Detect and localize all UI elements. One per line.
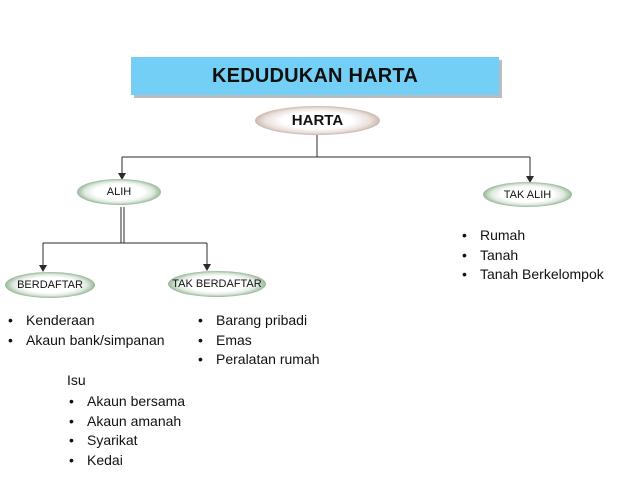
arrow-head-berdaftar — [39, 265, 47, 272]
tak-berdaftar-list — [196, 311, 320, 370]
list-item: • Rumah — [460, 226, 604, 246]
list-item: • Akaun bersama — [67, 392, 185, 412]
list-item: • Akaun amanah — [67, 412, 185, 432]
diagram-title: KEDUDUKAN HARTA — [131, 57, 499, 95]
node-tak-berdaftar: TAK BERDAFTAR — [168, 271, 266, 297]
list-item: • Tanah — [460, 246, 604, 266]
node-tak-alih: TAK ALIH — [483, 182, 572, 207]
berdaftar-list — [6, 311, 165, 350]
list-item: • Syarikat — [67, 431, 185, 451]
list-item: • Kedai — [67, 451, 185, 471]
arrow-head-tak-berdaftar — [203, 264, 211, 271]
isu-heading: Isu — [67, 372, 86, 388]
root-node-harta: HARTA — [255, 106, 380, 135]
node-berdaftar: BERDAFTAR — [5, 272, 95, 298]
node-alih: ALIH — [77, 179, 161, 205]
list-item: • Tanah Berkelompok — [460, 265, 604, 285]
list-item: • Peralatan rumah — [196, 350, 320, 370]
tak-alih-list — [460, 226, 604, 285]
list-item: • Emas — [196, 331, 320, 351]
list-item: • Kenderaan — [6, 311, 165, 331]
isu-list — [67, 392, 185, 470]
list-item: • Barang pribadi — [196, 311, 320, 331]
list-item: • Akaun bank/simpanan — [6, 331, 165, 351]
